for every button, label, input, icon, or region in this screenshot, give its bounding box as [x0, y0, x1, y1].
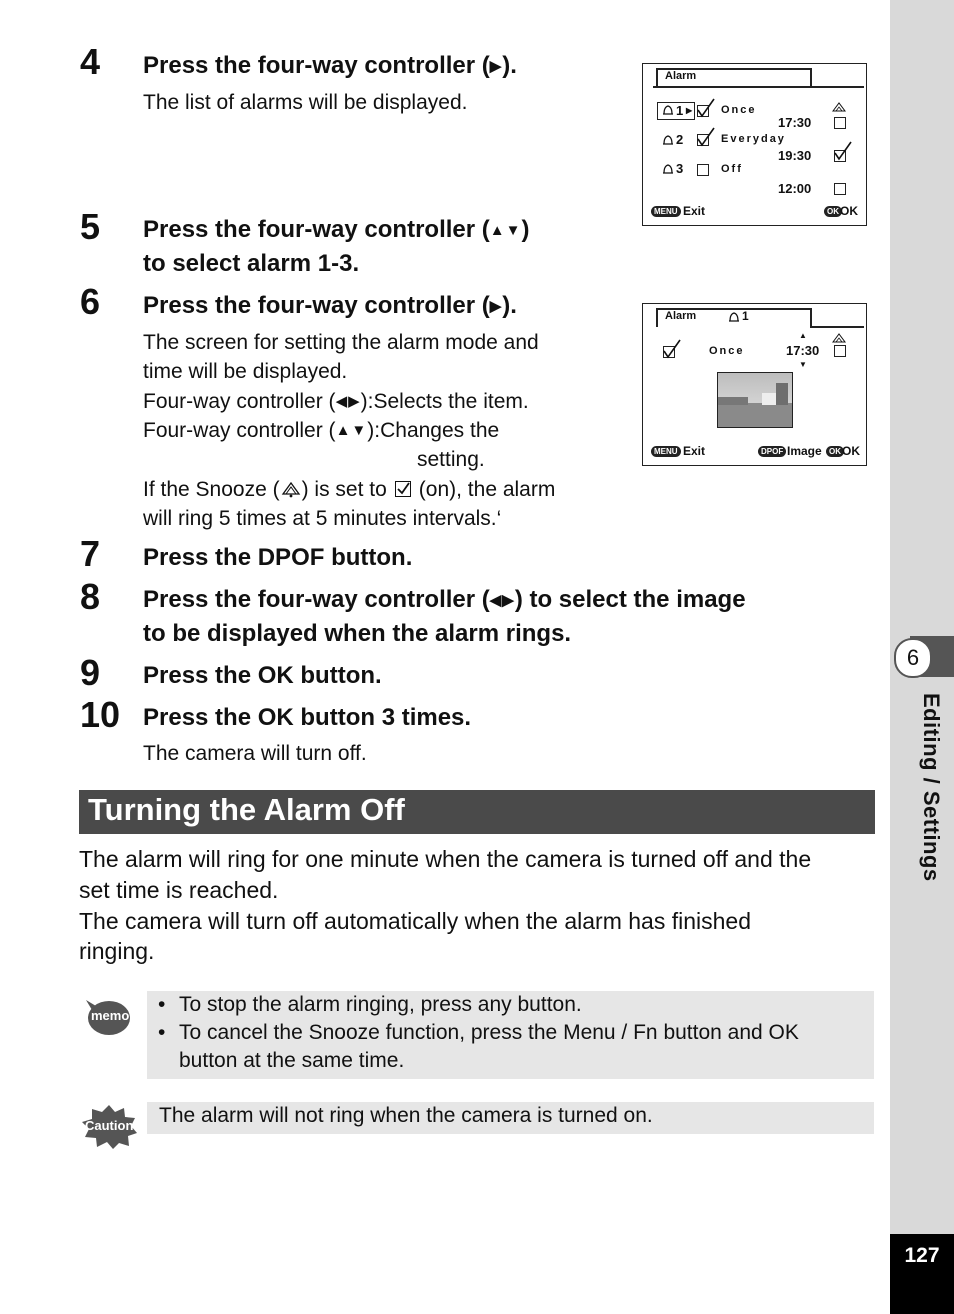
step-10-number: 10 [80, 694, 121, 735]
section-heading: Turning the Alarm Off [79, 790, 875, 834]
alarm-list-screen [642, 63, 867, 226]
alarm-mode[interactable]: Once [709, 345, 745, 357]
alarm-2-index: 2 [676, 132, 684, 147]
step-6-line4: Four-way controller (▲▼):Changes the [143, 419, 500, 442]
memo-box [147, 991, 874, 1079]
snooze-icon [831, 100, 847, 118]
paragraph-line-4: ringing. [79, 938, 155, 964]
step-7-number: 7 [80, 533, 101, 574]
caution-text: The alarm will not ring when the camera is turned on. [159, 1104, 653, 1127]
menu-button-icon: MENU [651, 206, 681, 217]
alarm-3-index: 3 [676, 161, 684, 176]
ok-button-icon: OK [824, 206, 842, 217]
step-10-heading: Press the OK button 3 times. [143, 704, 472, 731]
step-6-heading: Press the four-way controller (▶). [143, 292, 517, 319]
check-icon [697, 127, 715, 152]
exit-label: Exit [683, 204, 706, 218]
step-8-heading: Press the four-way controller (◀▶) to select the image [143, 586, 746, 613]
check-icon [834, 141, 852, 166]
step-6-line1: The screen for setting the alarm mode and [143, 331, 539, 354]
exit-label: Exit [683, 444, 706, 458]
step-8-heading-line2: to be displayed when the alarm rings. [143, 620, 572, 647]
bell-icon [661, 134, 675, 152]
bell-icon [727, 311, 741, 329]
memo-item-1: To stop the alarm ringing, press any button. [179, 993, 582, 1016]
step-6-number: 6 [80, 281, 101, 322]
dpof-button-icon: DPOF [758, 446, 786, 457]
step-5-heading: Press the four-way controller (▲▼) [143, 216, 530, 243]
alarm-3-on-checkbox[interactable] [697, 164, 709, 176]
memo-icon-label: memo [91, 1008, 130, 1023]
ok-button-icon: OK [826, 446, 844, 457]
bell-icon [661, 163, 675, 181]
paragraph-line-3: The camera will turn off automatically when the alarm has finished [79, 908, 752, 934]
step-6-line7: will ring 5 times at 5 minutes intervals.‘ [143, 507, 502, 530]
snooze-checkbox[interactable] [834, 345, 846, 357]
check-icon [663, 339, 681, 364]
paragraph-line-2: set time is reached. [79, 877, 279, 903]
page-number: 127 [890, 1234, 954, 1314]
alarm-setting-index: 1 [742, 309, 749, 323]
check-icon [697, 98, 715, 123]
step-8-number: 8 [80, 576, 101, 617]
step-5-heading-line2: to select alarm 1-3. [143, 250, 360, 277]
step-4-heading: Press the four-way controller (▶). [143, 52, 517, 79]
step-4-number: 4 [80, 41, 101, 82]
alarm-image-thumbnail[interactable] [717, 372, 793, 428]
alarm-1-time: 17:30 [778, 115, 812, 130]
step-6-line2: time will be displayed. [143, 360, 348, 383]
alarm-3-mode: Off [721, 163, 743, 175]
alarm-1-snooze-checkbox[interactable] [834, 117, 846, 129]
image-label: Image [787, 444, 822, 458]
alarm-list-tab: Alarm [665, 70, 697, 82]
memo-bullet: • [158, 1021, 166, 1044]
bell-icon [661, 104, 675, 122]
caution-box [147, 1102, 874, 1134]
alarm-3-snooze-checkbox[interactable] [834, 183, 846, 195]
alarm-time[interactable]: 17:30 [786, 343, 820, 358]
alarm-2-time: 19:30 [778, 148, 812, 163]
step-6-line5: setting. [417, 448, 485, 471]
memo-bullet: • [158, 993, 166, 1016]
memo-item-2: To cancel the Snooze function, press the Menu / Fn button and OK [179, 1021, 799, 1044]
step-9-number: 9 [80, 652, 101, 693]
alarm-2-mode: Everyday [721, 133, 786, 145]
ok-label: OK [840, 204, 858, 218]
alarm-3-time: 12:00 [778, 181, 812, 196]
step-7-heading: Press the DPOF button. [143, 544, 413, 571]
up-arrow-icon: ▲ [799, 331, 807, 340]
chapter-number: 6 [894, 638, 932, 678]
down-arrow-icon: ▼ [799, 360, 807, 369]
step-10-body: The camera will turn off. [143, 742, 367, 765]
menu-button-icon: MENU [651, 446, 681, 457]
caution-icon [80, 1104, 138, 1150]
snooze-icon [280, 477, 302, 495]
ok-label: OK [842, 444, 860, 458]
paragraph-line-1: The alarm will ring for one minute when the camera is turned off and the [79, 846, 812, 872]
step-9-heading: Press the OK button. [143, 662, 382, 689]
memo-item-2-cont: button at the same time. [179, 1049, 405, 1072]
alarm-setting-screen [642, 303, 867, 466]
arrow-right-icon: ▶ [686, 106, 693, 115]
step-5-number: 5 [80, 206, 101, 247]
step-4-body: The list of alarms will be displayed. [143, 91, 468, 114]
step-6-line3: Four-way controller (◀▶):Selects the item. [143, 390, 529, 413]
alarm-1-mode: Once [721, 104, 757, 116]
memo-icon [82, 994, 132, 1038]
checkbox-on-icon [395, 481, 411, 497]
step-6-line6: If the Snooze ( ) is set to (on), the alarm [143, 478, 556, 501]
caution-icon-label: Caution [85, 1118, 134, 1133]
alarm-setting-tab: Alarm [665, 310, 697, 322]
alarm-1-index: 1 [676, 103, 684, 118]
chapter-title: Editing / Settings [919, 693, 944, 882]
